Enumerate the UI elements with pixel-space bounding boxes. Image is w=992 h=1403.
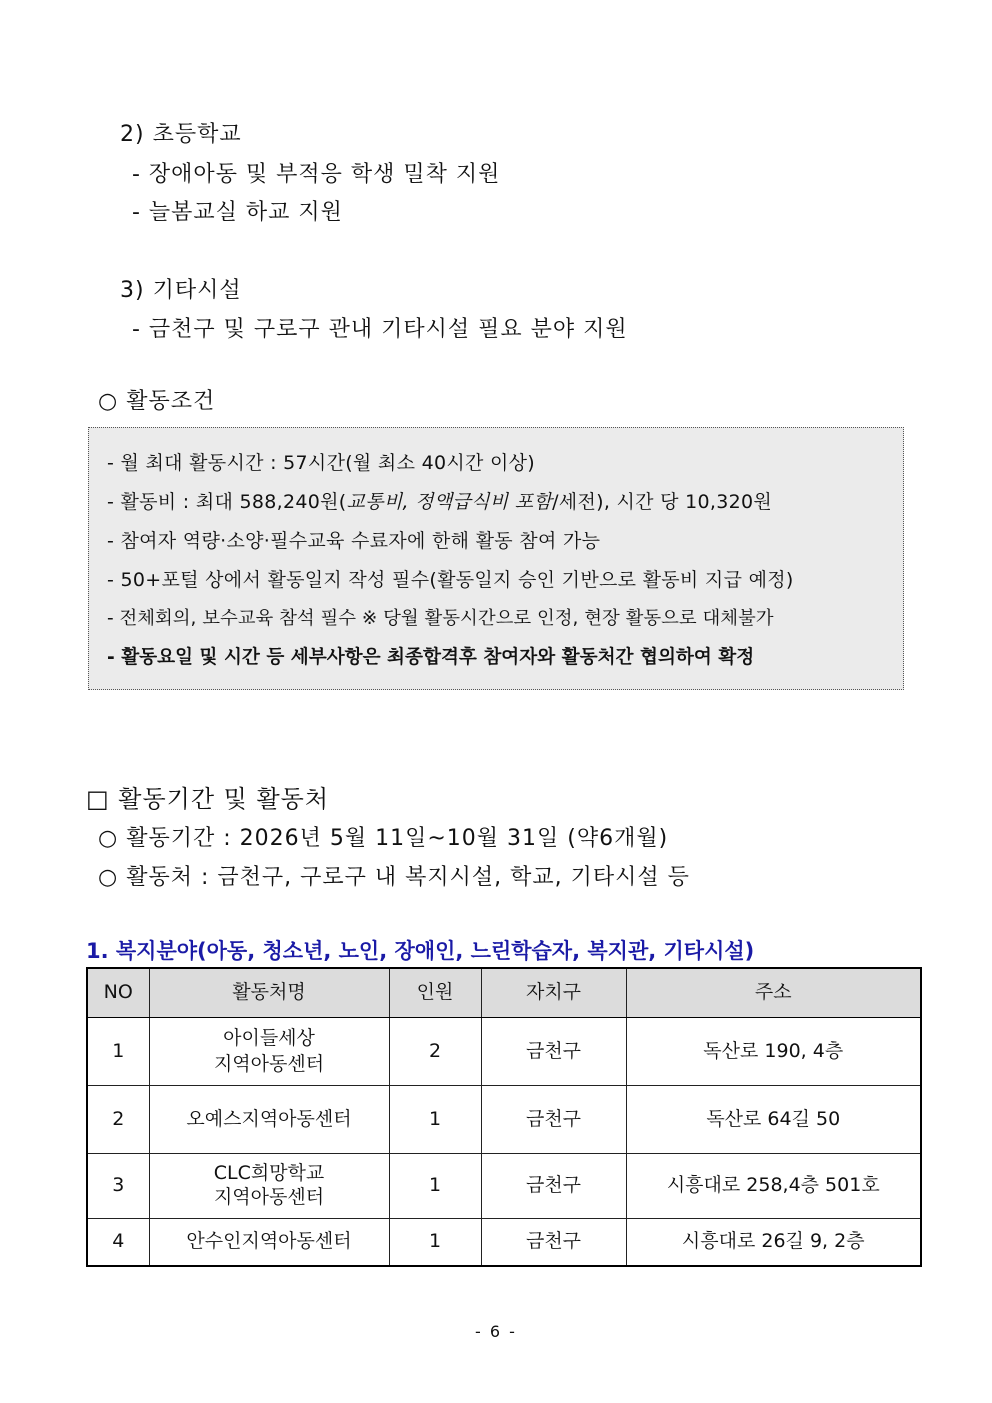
cell-address: 시흥대로 26길 9, 2층: [626, 1219, 921, 1266]
cell-district: 금천구: [481, 1154, 626, 1219]
condition-line: - 활동비 : 최대 588,240원(교통비, 정액급식비 포함/세전), 시간 당 10,320원: [107, 491, 773, 513]
place-line: ○ 활동처 : 금천구, 구로구 내 복지시설, 학교, 기타시설 등: [98, 865, 690, 890]
facility-table: [86, 967, 922, 1267]
list-item: - 금천구 및 구로구 관내 기타시설 필요 분야 지원: [132, 317, 628, 342]
cell-no: 1: [87, 1018, 149, 1086]
condition-line: - 전체회의, 보수교육 참석 필수 ※ 당월 활동시간으로 인정, 현장 활동으로 대체불가: [107, 608, 774, 629]
table-row: [87, 1219, 921, 1266]
page-number: - 6 -: [475, 1322, 517, 1341]
conditions-heading: ○ 활동조건: [98, 389, 216, 414]
table-row: [87, 1018, 921, 1086]
cell-address: 독산로 64길 50: [626, 1086, 921, 1154]
conditions-box: [88, 427, 904, 690]
condition-line-bold: - 활동요일 및 시간 등 세부사항은 최종합격후 참여자와 활동처간 협의하여 확정: [107, 647, 755, 668]
table-row: [87, 1154, 921, 1219]
period-section-heading: □ 활동기간 및 활동처: [86, 785, 330, 813]
cell-name: 안수인지역아동센터: [149, 1219, 389, 1266]
col-header-no: NO: [87, 968, 149, 1018]
list-item: - 늘봄교실 하교 지원: [132, 200, 343, 225]
list-item: - 장애아동 및 부적응 학생 밀착 지원: [132, 162, 501, 187]
table-header-row: [87, 968, 921, 1018]
section-heading-elementary: 2) 초등학교: [120, 122, 242, 147]
table-title: 1. 복지분야(아동, 청소년, 노인, 장애인, 느린학습자, 복지관, 기타시설): [86, 939, 755, 963]
cell-count: 1: [389, 1086, 481, 1154]
col-header-name: 활동처명: [149, 968, 389, 1018]
condition-line: - 50+포털 상에서 활동일지 작성 필수(활동일지 승인 기반으로 활동비 지급 예정): [107, 569, 794, 591]
condition-line: - 월 최대 활동시간 : 57시간(월 최소 40시간 이상): [107, 452, 536, 474]
cell-no: 4: [87, 1219, 149, 1266]
cell-no: 3: [87, 1154, 149, 1219]
period-line: ○ 활동기간 : 2026년 5월 11일~10월 31일 (약6개월): [98, 826, 669, 851]
cell-no: 2: [87, 1086, 149, 1154]
cell-count: 1: [389, 1154, 481, 1219]
cell-district: 금천구: [481, 1018, 626, 1086]
cell-name: 아이들세상 지역아동센터: [149, 1018, 389, 1086]
cell-district: 금천구: [481, 1086, 626, 1154]
cell-name: 오예스지역아동센터: [149, 1086, 389, 1154]
cell-name: CLC희망학교 지역아동센터: [149, 1154, 389, 1219]
cell-count: 1: [389, 1219, 481, 1266]
table-row: [87, 1086, 921, 1154]
condition-line: - 참여자 역량·소양·필수교육 수료자에 한해 활동 참여 가능: [107, 530, 601, 552]
cell-address: 시흥대로 258,4층 501호: [626, 1154, 921, 1219]
col-header-district: 자치구: [481, 968, 626, 1018]
cell-district: 금천구: [481, 1219, 626, 1266]
col-header-count: 인원: [389, 968, 481, 1018]
section-heading-other-facilities: 3) 기타시설: [120, 278, 242, 303]
cell-address: 독산로 190, 4층: [626, 1018, 921, 1086]
col-header-address: 주소: [626, 968, 921, 1018]
cell-count: 2: [389, 1018, 481, 1086]
